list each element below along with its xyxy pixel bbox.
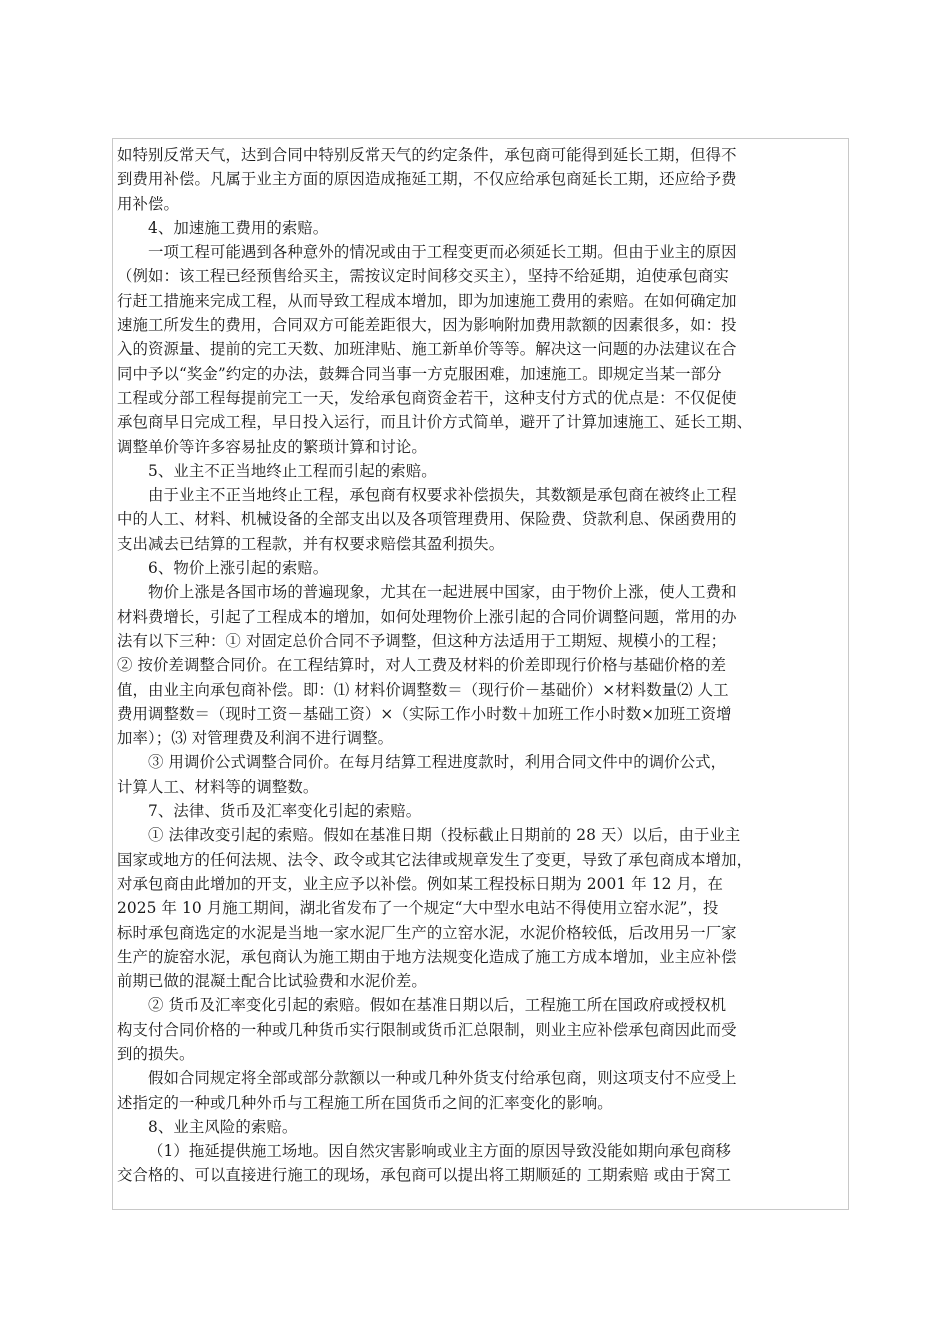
text-line: 工程或分部工程每提前完工一天，发给承包商资金若干，这种支付方式的优点是：不仅促使 xyxy=(117,388,737,407)
text-line: 标时承包商选定的水泥是当地一家水泥厂生产的立窑水泥，水泥价格较低，后改用另一厂家 xyxy=(117,923,737,942)
text-line: 调整单价等许多容易扯皮的繁琐计算和讨论。 xyxy=(117,437,427,456)
text-line: 假如合同规定将全部或部分款额以一种或几种外货支付给承包商，则这项支付不应受上 xyxy=(148,1069,737,1088)
text-line: 承包商早日完成工程，早日投入运行，而且计价方式简单，避开了计算加速施工、延长工期、 xyxy=(117,413,753,432)
text-line: （1）拖延提供施工场地。因自然灾害影响或业主方面的原因导致没能如期向承包商移 xyxy=(148,1142,732,1161)
text-line: 到费用补偿。凡属于业主方面的原因造成拖延工期，不仅应给承包商延长工期，还应给予费 xyxy=(117,170,737,189)
text-line: 5、业主不正当地终止工程而引起的索赔。 xyxy=(148,461,437,480)
text-line: 构支付合同价格的一种或几种货币实行限制或货币汇总限制，则业主应补偿承包商因此而受 xyxy=(117,1020,737,1039)
text-line: 4、加速施工费用的索赔。 xyxy=(148,218,329,237)
text-line: ① 法律改变引起的索赔。假如在基准日期（投标截止日期前的 28 天）以后，由于业主 xyxy=(148,826,741,845)
text-line: （例如：该工程已经预售给买主，需按议定时间移交买主），坚持不给延期，迫使承包商实 xyxy=(117,267,729,286)
text-line: 8、业主风险的索赔。 xyxy=(148,1117,298,1136)
text-line: 交合格的、可以直接进行施工的现场，承包商可以提出将工期顺延的 工期索赔 或由于窝工 xyxy=(117,1166,732,1185)
text-line: ③ 用调价公式调整合同价。在每月结算工程进度款时，利用合同文件中的调价公式， xyxy=(148,753,727,772)
text-line: ② 货币及汇率变化引起的索赔。假如在基准日期以后，工程施工所在国政府或授权机 xyxy=(148,996,727,1015)
text-line: 费用调整数＝（现时工资－基础工资）×（实际工作小时数＋加班工作小时数×加班工资增 xyxy=(117,704,732,723)
text-line: 计算人工、材料等的调整数。 xyxy=(117,777,319,796)
text-line: 支出减去已结算的工程款，并有权要求赔偿其盈利损失。 xyxy=(117,534,505,553)
text-line: 到的损失。 xyxy=(117,1044,195,1063)
text-line: 6、物价上涨引起的索赔。 xyxy=(148,559,329,578)
text-line: 中的人工、材料、机械设备的全部支出以及各项管理费用、保险费、贷款利息、保函费用的 xyxy=(117,510,737,529)
text-line: 材料费增长，引起了工程成本的增加，如何处理物价上涨引起的合同价调整问题，常用的办 xyxy=(117,607,737,626)
document-page xyxy=(112,138,849,1210)
text-line: 速施工所发生的费用，合同双方可能差距很大，因为影响附加费用款额的因素很多，如：投 xyxy=(117,316,737,335)
text-line: 同中予以“奖金”约定的办法，鼓舞合同当事一方克服困难，加速施工。即规定当某一部分 xyxy=(117,364,722,383)
text-line: 由于业主不正当地终止工程，承包商有权要求补偿损失，其数额是承包商在被终止工程 xyxy=(148,486,737,505)
text-line: 前期已做的混凝土配合比试验费和水泥价差。 xyxy=(117,972,427,991)
text-line: 加率）；⑶ 对管理费及利润不进行调整。 xyxy=(117,729,394,748)
text-line: 入的资源量、提前的完工天数、加班津贴、施工新单价等等。解决这一问题的办法建议在合 xyxy=(117,340,737,359)
text-line: ② 按价差调整合同价。在工程结算时，对人工费及材料的价差即现行价格与基础价格的差 xyxy=(117,656,727,675)
text-line: 如特别反常天气，达到合同中特别反常天气的约定条件，承包商可能得到延长工期，但得不 xyxy=(117,146,737,164)
text-line: 2025 年 10 月施工期间，湖北省发布了一个规定“大中型水电站不得使用立窑水泥”，投 xyxy=(117,899,719,918)
text-line: 述指定的一种或几种外币与工程施工所在国货币之间的汇率变化的影响。 xyxy=(117,1093,613,1112)
text-line: 7、法律、货币及汇率变化引起的索赔。 xyxy=(148,802,422,821)
text-line: 对承包商由此增加的开支，业主应予以补偿。例如某工程投标日期为 2001 年 12 月，在 xyxy=(117,874,724,893)
text-line: 一项工程可能遇到各种意外的情况或由于工程变更而必须延长工期。但由于业主的原因 xyxy=(148,243,737,262)
text-line: 法有以下三种：① 对固定总价合同不予调整，但这种方法适用于工期短、规模小的工程； xyxy=(117,631,727,650)
document-body xyxy=(113,139,848,1188)
text-line: 用补偿。 xyxy=(117,194,179,213)
text-line: 物价上涨是各国市场的普遍现象，尤其在一起进展中国家，由于物价上涨，使人工费和 xyxy=(148,583,737,602)
text-line: 值，由业主向承包商补偿。即：⑴ 材料价调整数＝（现行价－基础价）×材料数量⑵ 人工 xyxy=(117,680,729,699)
text-line: 国家或地方的任何法规、法令、政令或其它法律或规章发生了变更，导致了承包商成本增加， xyxy=(117,850,753,869)
text-line: 行赶工措施来完成工程，从而导致工程成本增加，即为加速施工费用的索赔。在如何确定加 xyxy=(117,291,737,310)
text-line: 生产的旋窑水泥，承包商认为施工期由于地方法规变化造成了施工方成本增加，业主应补偿 xyxy=(117,947,737,966)
